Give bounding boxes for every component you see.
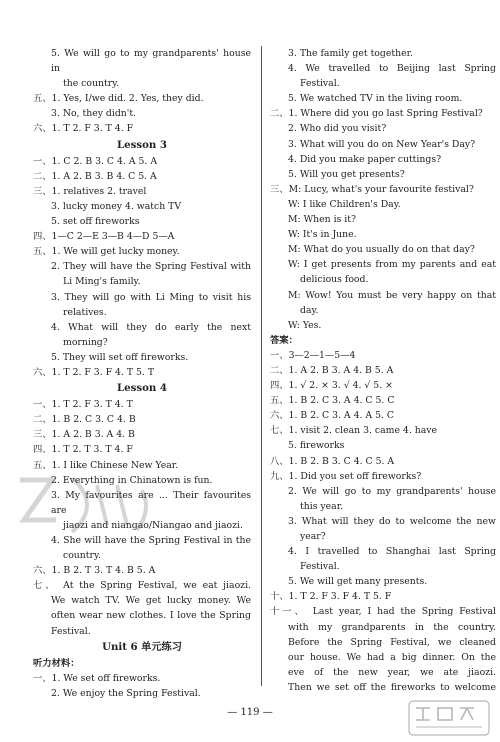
right-line: Festival.	[300, 78, 340, 90]
right-line: 3. The family get together.	[288, 48, 413, 59]
right-line: 八、1. B 2. B 3. C 4. C 5. A	[270, 455, 395, 467]
left-line: 三、1. relatives 2. travel	[33, 185, 147, 197]
left-line: 5. set off fireworks	[51, 216, 140, 228]
right-line: 5. fireworks	[288, 440, 345, 452]
right-line: 六、1. B 2. C 3. A 4. A 5. C	[270, 410, 395, 422]
right-column	[270, 46, 496, 695]
right-line: Festival.	[300, 561, 340, 573]
right-line: 4. Did you make paper cuttings?	[288, 153, 442, 165]
left-line: We watch TV. We get lucky money. We	[51, 595, 251, 607]
right-line: M: Wow! You must be very happy on that	[288, 289, 496, 301]
left-line: relatives.	[63, 306, 107, 318]
left-line: 六、1. T 2. F 3. F 4. T 5. T	[33, 366, 155, 378]
right-line: 5. We will get many presents.	[288, 576, 428, 588]
left-line: 5. They will set off fireworks.	[51, 351, 189, 363]
right-line: with my grandparents in the country.	[288, 621, 496, 633]
left-line: 一、1. C 2. B 3. C 4. A 5. A	[33, 155, 158, 167]
right-line: M: When is it?	[288, 214, 356, 226]
right-line: 二、1. Where did you go last Spring Festival?	[270, 108, 483, 120]
right-line: year?	[300, 531, 326, 542]
left-line: 五、1. I like Chinese New Year.	[33, 459, 179, 471]
left-column	[33, 46, 251, 701]
left-line: Festival.	[51, 625, 91, 637]
left-line: Unit 6 单元练习	[102, 640, 182, 653]
right-line: day.	[300, 304, 319, 316]
watermark-stamp	[408, 700, 490, 736]
right-line: 3. What will you do on New Year's Day?	[288, 138, 476, 150]
left-line: 二、1. B 2. C 3. C 4. B	[33, 414, 136, 426]
right-line: W: Yes.	[288, 319, 322, 331]
right-line: 四、1. √ 2. × 3. √ 4. √ 5. ×	[270, 380, 393, 392]
left-line: jiaozi and niangao/Niangao and jiaozi.	[63, 519, 243, 531]
right-line: W: It's in June.	[288, 229, 357, 241]
right-line: 九、1. Did you set off fireworks?	[270, 470, 422, 482]
left-line: the country.	[63, 78, 120, 90]
right-line: M: What do you usually do on that day?	[288, 244, 475, 256]
watermark-logo	[12, 470, 162, 540]
page-number: — 119 —	[227, 707, 273, 718]
right-line: 五、1. B 2. C 3. A 4. C 5. C	[270, 395, 395, 407]
right-line: 5. We watched TV in the living room.	[288, 93, 463, 105]
left-line: 六、1. B 2. T 3. T 4. B 5. A	[33, 565, 156, 577]
left-line: Lesson 4	[117, 382, 167, 395]
left-line: 六、1. T 2. F 3. T 4. F	[33, 123, 134, 135]
left-line: 二、1. A 2. B 3. B 4. C 5. A	[33, 170, 157, 182]
right-line: 5. Will you get presents?	[288, 168, 405, 180]
left-line: 五、1. Yes, I/we did. 2. Yes, they did.	[33, 93, 204, 105]
right-line: 三、M: Lucy, what's your favourite festival?	[270, 183, 474, 195]
left-line: 3. No, they didn't.	[51, 108, 137, 120]
right-line: 一、3—2—1—5—4	[270, 349, 356, 361]
left-line: 2. We enjoy the Spring Festival.	[51, 687, 201, 699]
left-line: 一、1. We set off fireworks.	[33, 672, 161, 684]
left-line: 四、1. T 2. T 3. T 4. F	[33, 444, 133, 456]
left-line: 3. They will go with Li Ming to visit his	[51, 291, 251, 303]
left-line: Li Ming's family.	[63, 276, 141, 288]
left-line: 四、1—C 2—E 3—B 4—D 5—A	[33, 231, 175, 243]
right-line: Before the Spring Festival, we cleaned	[288, 636, 496, 648]
left-line: country.	[63, 550, 101, 562]
right-line: our house. We had a big dinner. On the	[288, 651, 496, 663]
left-line: Lesson 3	[117, 138, 167, 151]
right-line: 答案：	[270, 334, 298, 346]
left-line: 5. We will go to my grandparents' house in	[51, 48, 251, 75]
left-line: 4. She will have the Spring Festival in the	[51, 535, 251, 546]
left-line: 三、1. A 2. B 3. A 4. B	[33, 429, 135, 441]
left-line: 听力材料：	[33, 657, 80, 669]
left-line: 3. My favourites are ... Their favourites are	[51, 489, 251, 516]
left-line: 4. What will they do early the next	[51, 321, 251, 333]
left-line: 2. Everything in Chinatown is fun.	[51, 474, 213, 486]
column-divider	[261, 46, 262, 686]
left-line: 五、1. We will get lucky money.	[33, 246, 180, 258]
left-line: 3. lucky money 4. watch TV	[51, 200, 182, 212]
right-line: this year.	[300, 500, 344, 512]
left-line: morning?	[63, 336, 108, 348]
right-line: 二、1. A 2. B 3. A 4. B 5. A	[270, 364, 394, 376]
left-line: 一、1. T 2. F 3. T 4. T	[33, 399, 133, 411]
right-line: eve of the new year, we ate jiaozi.	[288, 666, 496, 678]
right-line: 4. I travelled to Shanghai last Spring	[288, 546, 496, 558]
right-line: 4. We travelled to Beijing last Spring	[288, 63, 496, 75]
right-line: 十一、 Last year, I had the Spring Festival	[270, 606, 496, 618]
right-line: 七、1. visit 2. clean 3. came 4. have	[270, 425, 438, 437]
left-line: 七、 At the Spring Festival, we eat jiaozi.	[33, 580, 251, 592]
right-line: delicious food.	[300, 274, 369, 286]
left-line: often wear new clothes. I love the Spring	[51, 610, 251, 622]
right-line: 2. We will go to my grandparents' house	[288, 485, 496, 497]
right-line: 2. Who did you visit?	[288, 123, 387, 135]
right-line: Then we set off the fireworks to welcome	[288, 681, 496, 693]
left-line: 2. They will have the Spring Festival with	[51, 261, 251, 273]
right-line: W: I get presents from my parents and eat	[288, 259, 496, 271]
right-line: W: I like Children's Day.	[288, 198, 401, 210]
right-line: 3. What will they do to welcome the new	[288, 515, 496, 527]
right-line: 十、1. T 2. F 3. F 4. T 5. F	[270, 591, 392, 603]
